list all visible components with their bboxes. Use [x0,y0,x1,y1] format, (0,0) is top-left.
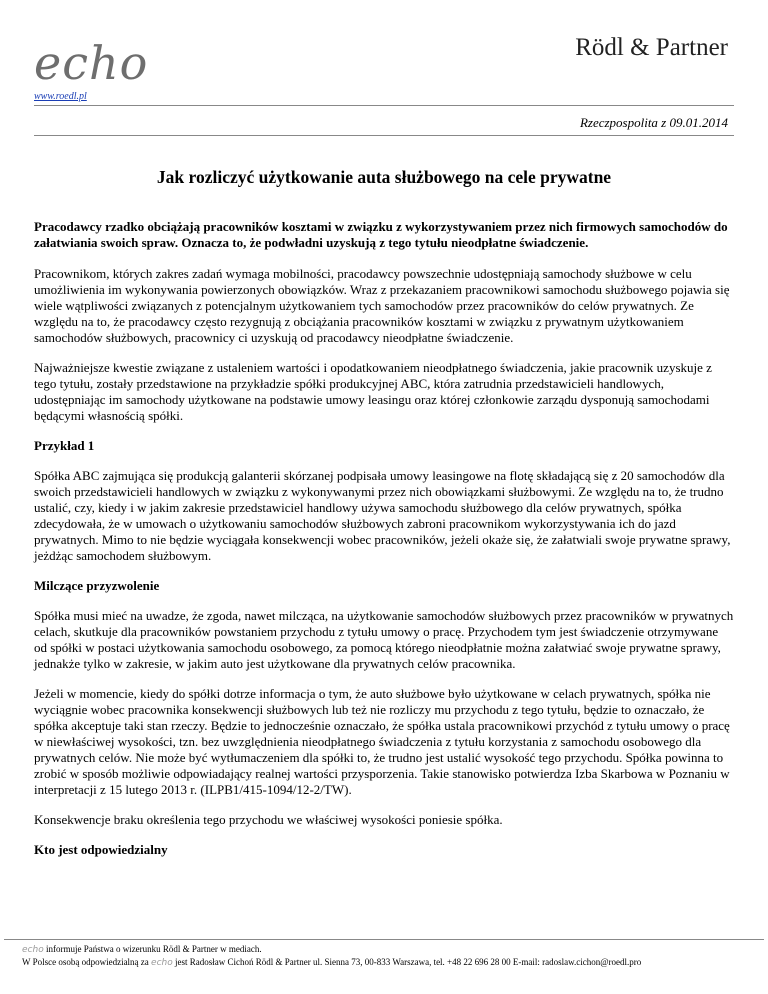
footer-text: W Polsce osobą odpowiedzialną za [22,957,152,967]
paragraph: Konsekwencje braku określenia tego przychodu we właściwej wysokości poniesie spółka. [34,812,503,827]
section-heading: Przykład 1 [34,438,95,453]
article-body [34,219,734,872]
header-divider-bottom [34,135,734,136]
echo-logo: echo [34,36,149,90]
article-lead: Pracodawcy rzadko obciążają pracowników kosztami w związku z wykorzystywaniem przez nich firmowych samochodów do załatwiania swoich spraw. Oznacza to, że podwładni uzyskują z tego tytułu nieodpłatne świadczenie. [34,219,728,250]
website-link[interactable]: www.roedl.pl [34,91,87,102]
paragraph: Spółka ABC zajmująca się produkcją galanterii skórzanej podpisała umowy leasingowe na flotę składającą się z 20 samochodów dla swoich przedstawicieli handlowych w związku z wykonywanymi przez nich obowiązkami służbowymi. Ze względu na to, że trudno ustalić, czy, kiedy i w jakim zakresie przedstawiciel handlowy używa samochodu służbowego dla celów prywatnych, spółka zdecydowała, że w umowach o użytkowaniu samochodów służbowych zabroni pracownikom wykorzystywania ich do jazd prywatnych. Mimo to nie będzie wyciągała konsekwencji wobec pracowników, jeżeli okaże się, że załatwiali swoje prywatne sprawy, jeżdżąc samochodem służbowym. [34,468,731,563]
footer-contact: jest Radosław Cichoń Rödl & Partner ul. Sienna 73, 00-833 Warszawa, tel. +48 22 696 28 00 E-mail: radoslaw.cichon@roedl.pro [172,957,642,967]
echo-mini-logo: echo [22,945,44,955]
footer-line-2 [22,956,760,969]
paragraph: Pracownikom, których zakres zadań wymaga mobilności, pracodawcy powszechnie udostępniają samochody służbowe w celu umożliwienia im wykonywania powierzonych obowiązków. Wraz z przekazaniem pracownikowi samochodu służbowego pojawia się wiele wątpliwości związanych z potencjalnym użytkowaniem tych samochodów przez pracowników do celów prywatnych. Ze względu na to, że pracodawcy często rezygnują z obciążania pracowników kosztami w związku z prywatnym użytkowaniem samochodów służbowych, pracownicy ci uzyskują od pracodawcy nieodpłatne świadczenie. [34,266,730,345]
footer-divider [4,939,764,940]
paragraph: Spółka musi mieć na uwadze, że zgoda, nawet milcząca, na użytkowanie samochodów służbowych przez pracowników w prywatnych celach, skutkuje dla pracowników powstaniem przychodu z tytułu umowy o pracę. Przychodem tym jest świadczenie otrzymywane od spółki w postaci użytkowania samochodu osobowego, za pomocą którego nieodpłatnie można załatwiać swoje prywatne sprawy, jednakże tylko w zakresie, w jakim auto jest użytkowane dla prywatnych celów pracownika. [34,608,734,671]
article-title: Jak rozliczyć użytkowanie auta służbowego na cele prywatne [156,167,612,187]
paragraph: Najważniejsze kwestie związane z ustaleniem wartości i opodatkowaniem nieodpłatnego świadczenia, jakie pracownik uzyskuje z tego tytułu, zostały przedstawione na przykładzie spółki produkcyjnej ABC, która zatrudnia przedstawicieli handlowych, udostępniając im samochody użytkowane na podstawie umowy leasingu oraz której członkowie zarządu dysponują samochodami będącymi własnością spółki. [34,360,712,423]
footer-line-1 [22,943,760,956]
echo-mini-logo: echo [151,958,173,968]
paragraph: Jeżeli w momencie, kiedy do spółki dotrze informacja o tym, że auto służbowe było użytkowane w celach prywatnych, spółka nie wyciągnie wobec pracownika konsekwencji służbowych lub też nie rozliczy mu przychodu z tego tytułu, będzie to oznaczało, że spółka akceptuje taki stan rzeczy. Będzie to jednocześnie oznaczało, że spółka ustala pracownikowi przychód z tytułu umowy o pracę w niewłaściwej wysokości, tzn. bez uwzględnienia nieodpłatnego świadczenia z tytułu korzystania z samochodu osobowego dla prywatnych celów. Nie może być wytłumaczeniem dla spółki to, że trudno jest ustalić wysokość tego przychodu. Spółka powinna to zrobić w sposób możliwie odpowiadający realnej wartości przysporzenia. Takie stanowisko potwierdza Izba Skarbowa w Poznaniu w interpretacji z 15 lutego 2013 r. (ILPB1/415-1094/12-2/TW). [34,686,730,797]
section-heading: Milczące przyzwolenie [34,578,160,593]
footer [22,943,760,969]
publication-source: Rzeczpospolita z 09.01.2014 [579,115,728,130]
section-heading: Kto jest odpowiedzialny [34,842,168,857]
header-divider [34,105,734,106]
footer-text: informuje Państwa o wizerunku Rödl & Partner w mediach. [43,944,262,954]
brand-name: Rödl & Partner [575,34,728,61]
